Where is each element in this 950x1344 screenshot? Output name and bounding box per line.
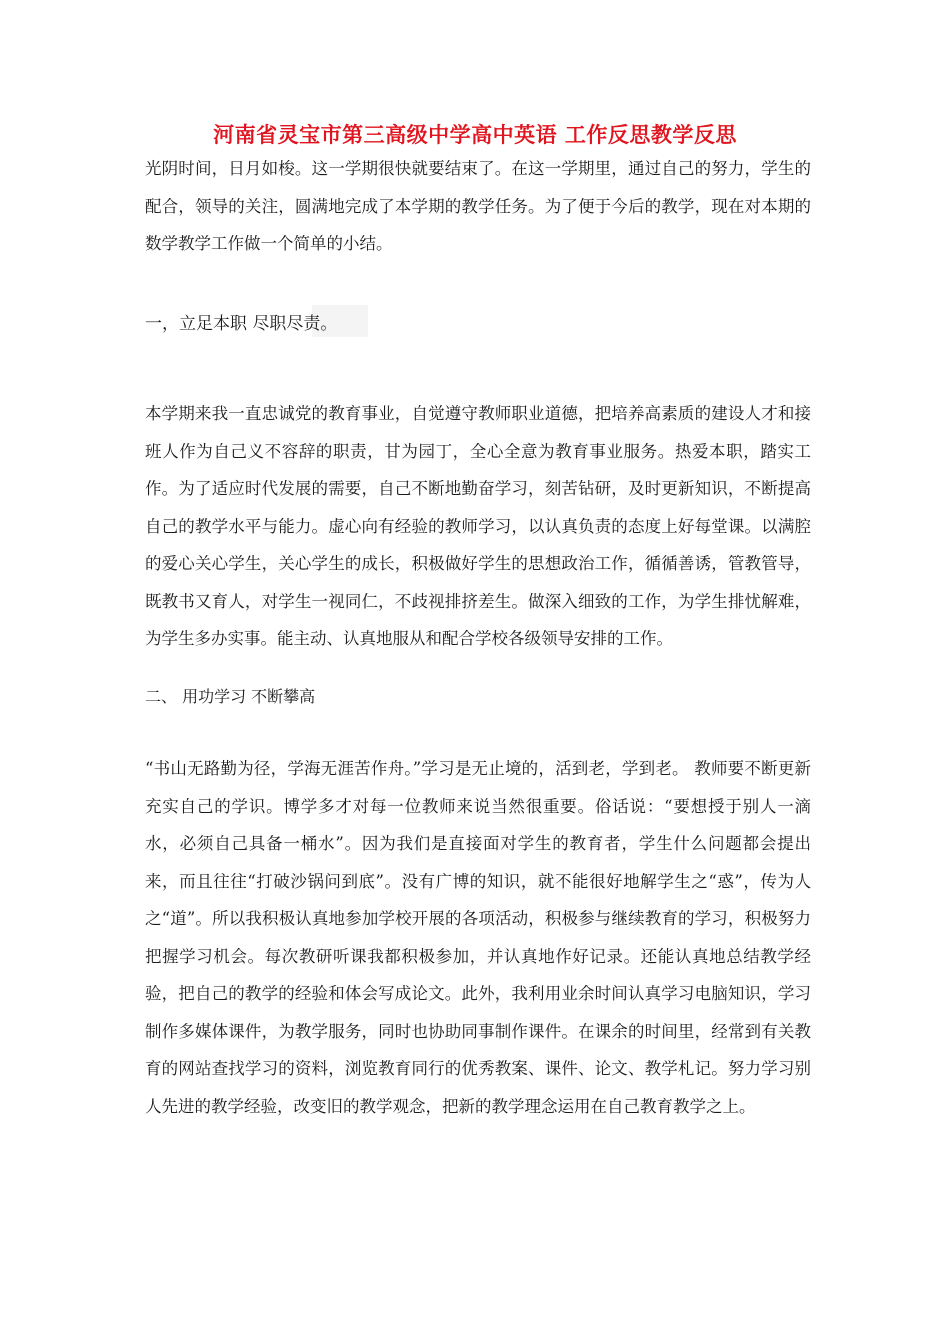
intro-paragraph: 光阴时间，日月如梭。这一学期很快就要结束了。在这一学期里，通过自己的努力，学生的配合，领导的关注，圆满地完成了本学期的教学任务。为了便于今后的教学，现在对本期的数学教学工作做一个简单的小结。 bbox=[145, 159, 811, 253]
section1-heading: 一，立足本职 尽职尽责。 bbox=[145, 314, 338, 334]
section1-body: 本学期来我一直忠诚党的教育事业，自觉遵守教师职业道德，把培养高素质的建设人才和接班人作为自己义不容辞的职责，甘为园丁，全心全意为教育事业服务。热爱本职，踏实工作。为了适应时代发展的需要，自己不断地勤奋学习，刻苦钻研，及时更新知识，不断提高自己的教学水平与能力。虚心向有经验的教师学习，以认真负责的态度上好每堂课。以满腔的爱心关心学生，关心学生的成长，积极做好学生的思想政治工作，循循善诱，管教管导，既教书又育人，对学生一视同仁，不歧视排挤差生。做深入细致的工作，为学生排忧解难，为学生多办实事。能主动、认真地服从和配合学校各级领导安排的工作。 bbox=[145, 404, 811, 648]
section2-heading: 二、 用功学习 不断攀高 bbox=[145, 687, 316, 706]
document-title: 河南省灵宝市第三高级中学高中英语 工作反思教学反思 bbox=[213, 123, 737, 147]
section2-body: “书山无路勤为径，学海无涯苦作舟。”学习是无止境的，活到老，学到老。 教师要不断更新充实自己的学识。博学多才对每一位教师来说当然很重要。俗话说：“要想授于别人一滴水，必须自己具备一桶水”。因为我们是直接面对学生的教育者，学生什么问题都会提出来，而且往往“打破沙锅问到底”。没有广博的知识，就不能很好地解学生之“惑”，传为人之“道”。所以我积极认真地参加学校开展的各项活动，积极参与继续教育的学习，积极努力把握学习机会。每次教研听课我都积极参加，并认真地作好记录。还能认真地总结教学经验，把自己的教学的经验和体会写成论文。此外，我利用业余时间认真学习电脑知识，学习制作多媒体课件，为教学服务，同时也协助同事制作课件。在课余的时间里，经常到有关教育的网站查找学习的资料，浏览教育同行的优秀教案、课件、论文、教学札记。努力学习别人先进的教学经验，改变旧的教学观念，把新的教学理念运用在自己教育教学之上。 bbox=[145, 759, 811, 1116]
